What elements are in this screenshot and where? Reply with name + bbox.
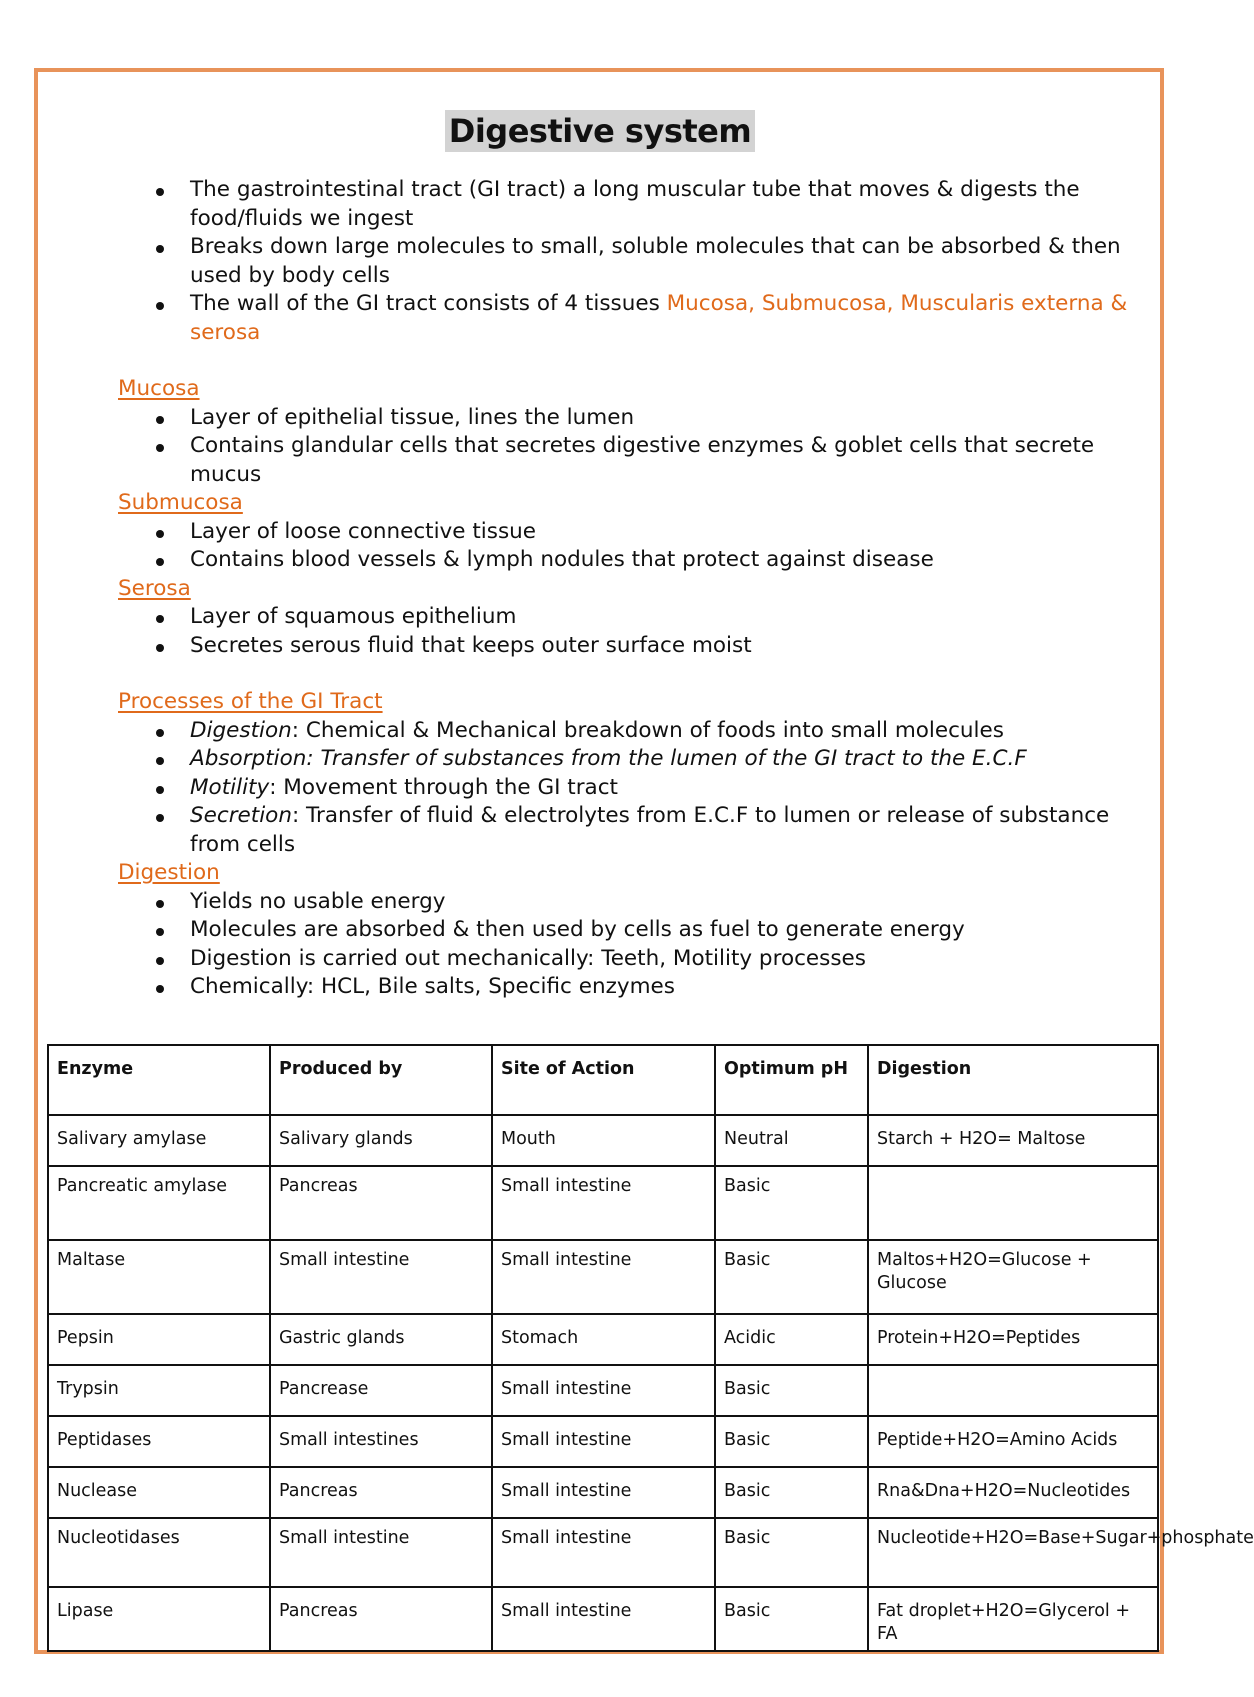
table-cell: Stomach (492, 1314, 715, 1365)
enzyme-table-wrap (47, 1044, 1254, 1652)
table-cell: Small intestine (492, 1365, 715, 1416)
table-cell: Trypsin (48, 1365, 270, 1416)
table-cell: Basic (715, 1365, 868, 1416)
table-cell: Peptidases (48, 1416, 270, 1467)
table-cell (868, 1365, 1158, 1416)
list-item: Secretes serous fluid that keeps outer surface moist (190, 632, 1138, 661)
table-cell: Pancreas (270, 1587, 492, 1651)
table-cell: Basic (715, 1166, 868, 1240)
mucosa-list (118, 404, 1138, 490)
table-cell: Nucleotide+H2O=Base+Sugar+phosphate (868, 1518, 1158, 1587)
table-cell: Small intestines (270, 1416, 492, 1467)
process-term: Motility (190, 774, 270, 800)
table-cell: Pancreas (270, 1467, 492, 1518)
table-cell: Maltos+H2O=Glucose + Glucose (868, 1240, 1158, 1314)
digestion-heading: Digestion (118, 860, 220, 885)
table-row (48, 1115, 1158, 1166)
list-item: Layer of epithelial tissue, lines the lumen (190, 404, 1138, 433)
table-cell: Small intestine (492, 1518, 715, 1587)
table-row (48, 1587, 1158, 1651)
list-item: Digestion is carried out mechanically: Teeth, Motility processes (190, 945, 1138, 974)
table-row (48, 1166, 1158, 1240)
list-item: Layer of loose connective tissue (190, 518, 1138, 547)
list-item: Yields no usable energy (190, 888, 1138, 917)
column-header: Digestion (868, 1045, 1158, 1115)
table-row (48, 1467, 1158, 1518)
submucosa-list (118, 518, 1138, 575)
list-item: Molecules are absorbed & then used by cells as fuel to generate energy (190, 916, 1138, 945)
list-item: The wall of the GI tract consists of 4 tissues Mucosa, Submucosa, Muscularis externa & serosa (190, 290, 1138, 347)
table-cell: Starch + H2O= Maltose (868, 1115, 1158, 1166)
list-item: Contains glandular cells that secretes digestive enzymes & goblet cells that secrete mucus (190, 432, 1138, 489)
table-cell: Fat droplet+H2O=Glycerol + FA (868, 1587, 1158, 1651)
table-cell: Small intestine (492, 1166, 715, 1240)
table-cell: Pepsin (48, 1314, 270, 1365)
column-header: Produced by (270, 1045, 492, 1115)
table-row (48, 1240, 1158, 1314)
table-cell: Basic (715, 1467, 868, 1518)
list-item: Secretion: Transfer of fluid & electrolytes from E.C.F to lumen or release of substance from cells (190, 802, 1138, 859)
table-cell: Maltase (48, 1240, 270, 1314)
serosa-heading: Serosa (118, 575, 191, 601)
serosa-list (118, 603, 1138, 660)
table-cell: Pancreatic amylase (48, 1166, 270, 1240)
process-term: Absorption (190, 746, 307, 771)
processes-heading: Processes of the GI Tract (118, 689, 383, 714)
list-item: Digestion: Chemical & Mechanical breakdown of foods into small molecules (190, 717, 1138, 746)
table-cell: Basic (715, 1240, 868, 1314)
table-row (48, 1416, 1158, 1467)
table-cell: Nucleotidases (48, 1518, 270, 1587)
table-cell: Small intestine (492, 1416, 715, 1467)
digestion-list (118, 888, 1138, 1002)
title-wrap (0, 110, 1200, 152)
table-cell: Protein+H2O=Peptides (868, 1314, 1158, 1365)
list-item: Motility: Movement through the GI tract (190, 774, 1138, 803)
table-header-row (48, 1045, 1158, 1115)
intro-list (118, 176, 1138, 347)
column-header: Optimum pH (715, 1045, 868, 1115)
table-cell: Peptide+H2O=Amino Acids (868, 1416, 1158, 1467)
submucosa-heading: Submucosa (118, 490, 243, 515)
table-cell: Mouth (492, 1115, 715, 1166)
table-cell: Pancrease (270, 1365, 492, 1416)
table-cell: Basic (715, 1587, 868, 1651)
page-title: Digestive system (445, 110, 755, 152)
list-item: Chemically: HCL, Bile salts, Specific enzymes (190, 973, 1138, 1002)
table-cell: Salivary amylase (48, 1115, 270, 1166)
list-item: Breaks down large molecules to small, soluble molecules that can be absorbed & then used by body cells (190, 233, 1138, 290)
table-cell (868, 1166, 1158, 1240)
list-item: Absorption: Transfer of substances from the lumen of the GI tract to the E.C.F (190, 745, 1138, 774)
mucosa-heading: Mucosa (118, 376, 200, 401)
table-cell: Rna&Dna+H2O=Nucleotides (868, 1467, 1158, 1518)
table-cell: Salivary glands (270, 1115, 492, 1166)
table-cell: Pancreas (270, 1166, 492, 1240)
table-row (48, 1314, 1158, 1365)
table-row (48, 1518, 1158, 1587)
processes-list (118, 717, 1138, 860)
column-header: Site of Action (492, 1045, 715, 1115)
table-cell: Small intestine (492, 1467, 715, 1518)
table-cell: Basic (715, 1416, 868, 1467)
table-cell: Small intestine (270, 1240, 492, 1314)
table-cell: Neutral (715, 1115, 868, 1166)
table-cell: Nuclease (48, 1467, 270, 1518)
table-cell: Small intestine (270, 1518, 492, 1587)
list-item: Layer of squamous epithelium (190, 603, 1138, 632)
list-item: The gastrointestinal tract (GI tract) a long muscular tube that moves & digests the food/fluids we ingest (190, 176, 1138, 233)
spacer (118, 660, 1138, 688)
enzyme-table (47, 1044, 1254, 1652)
table-cell: Acidic (715, 1314, 868, 1365)
table-cell: Small intestine (492, 1587, 715, 1651)
list-item: Contains blood vessels & lymph nodules that protect against disease (190, 546, 1138, 575)
table-cell: Gastric glands (270, 1314, 492, 1365)
document-body (118, 176, 1138, 1002)
process-term: Secretion (190, 803, 292, 828)
process-term: Digestion (190, 717, 292, 743)
tissue-list-highlight: Mucosa, Submucosa, Muscularis externa & serosa (190, 291, 1128, 345)
table-cell: Lipase (48, 1587, 270, 1651)
column-header: Enzyme (48, 1045, 270, 1115)
table-cell: Basic (715, 1518, 868, 1587)
table-cell: Small intestine (492, 1240, 715, 1314)
table-row (48, 1365, 1158, 1416)
